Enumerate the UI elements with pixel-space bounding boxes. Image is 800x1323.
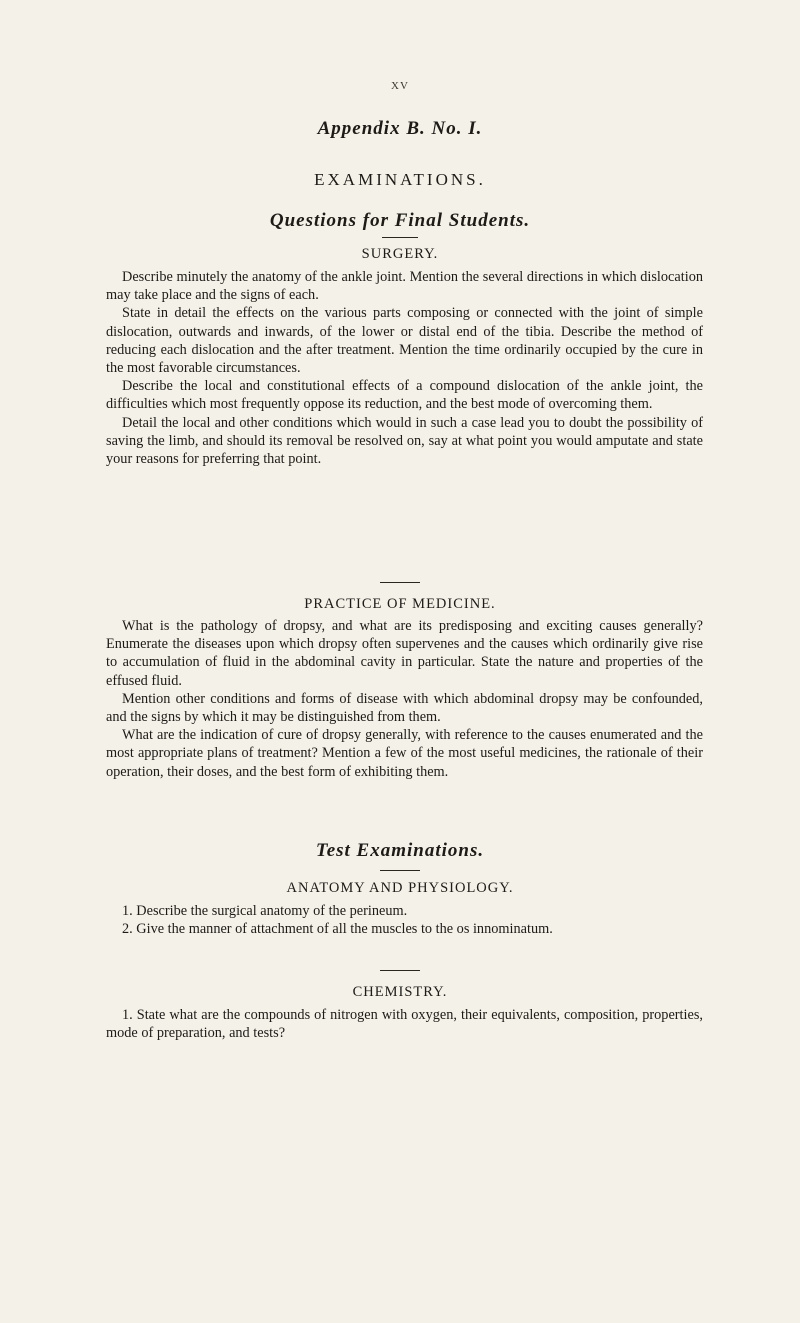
appendix-title: Appendix B. No. I.: [317, 118, 483, 139]
questions-title: Questions for Final Students.: [269, 210, 531, 231]
divider: [382, 237, 418, 238]
list-item: 1. State what are the compounds of nitrogen with oxygen, their equivalents, composition, properties, mode of preparation, and tests?: [106, 1007, 703, 1042]
medicine-paragraph: What is the pathology of dropsy, and what are its predisposing and exciting causes generally? Enumerate the diseases upon which dropsy often supervenes and the causes which ordinarily give rise to accumulation of fluid in the abdominal cavity in particular. State the nature and properties of the effused fluid.: [106, 618, 703, 689]
list-item: 2. Give the manner of attachment of all the muscles to the os innominatum.: [122, 921, 553, 938]
page-folio: XV: [391, 80, 409, 92]
divider: [380, 970, 420, 971]
chemistry-heading: CHEMISTRY.: [352, 984, 448, 1000]
surgery-paragraph: Detail the local and other conditions which would in such a case lead you to doubt the possibility of saving the limb, and should its removal be resolved on, say at what point you would amputate and state your reasons for preferring that point.: [106, 414, 703, 468]
surgery-paragraph: Describe the local and constitutional effects of a compound dislocation of the ankle joint, the difficulties which most frequently oppose its reduction, and the best mode of overcoming them.: [106, 378, 703, 413]
surgery-heading: SURGERY.: [361, 246, 439, 262]
surgery-paragraph: State in detail the effects on the various parts composing or connected with the joint of simple dislocation, outwards and inwards, of the lower or distal end of the tibia. Describe the method of reducing each dislocation and the after treatment. Mention the time ordinarily occupied by the cure in the most favorable circumstances.: [106, 305, 703, 377]
medicine-heading: PRACTICE OF MEDICINE.: [304, 596, 496, 612]
medicine-paragraph: What are the indication of cure of dropsy generally, with reference to the causes enumerated and the most appropriate plans of treatment? Mention a few of the most useful medicines, the rationale of their operation, their doses, and the best form of exhibiting them.: [106, 727, 703, 780]
surgery-paragraph: Describe minutely the anatomy of the ankle joint. Mention the several directions in which dislocation may take place and the signs of each.: [106, 269, 703, 304]
divider: [380, 582, 420, 583]
chemistry-list: [106, 1006, 703, 1042]
anatomy-heading: ANATOMY AND PHYSIOLOGY.: [286, 880, 514, 896]
medicine-paragraph: Mention other conditions and forms of disease with which abdominal dropsy may be confounded, and the signs by which it may be distinguished from them.: [106, 690, 703, 726]
divider: [380, 870, 420, 871]
examinations-title: EXAMINATIONS.: [314, 170, 486, 189]
test-examinations-title: Test Examinations.: [315, 840, 485, 861]
list-item: 1. Describe the surgical anatomy of the perineum.: [122, 903, 408, 919]
medicine-body: [106, 617, 703, 781]
surgery-body: [106, 268, 703, 468]
anatomy-list: [106, 902, 703, 938]
